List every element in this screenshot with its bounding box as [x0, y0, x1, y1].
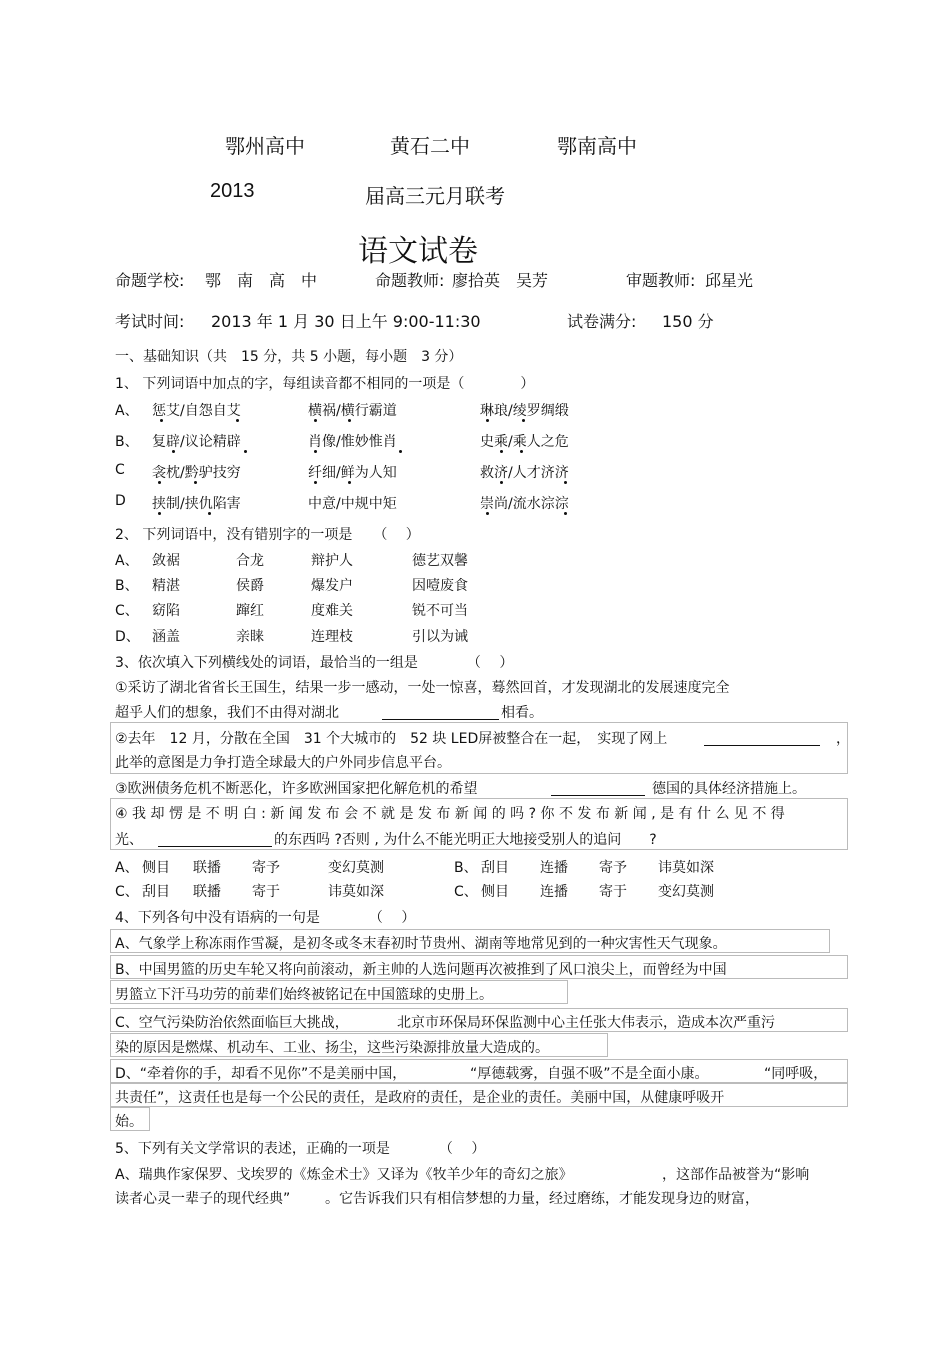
q4-option-d-line1a: D、“牵着你的手，却看不见你”不是美丽中国， — [115, 1066, 407, 1082]
exam-year: 2013 — [210, 180, 255, 202]
q4-option-d-line1b: “厚德载雾，自强不吸”不是全面小康。 — [470, 1066, 709, 1082]
q3-sentence-1-line2: 超乎人们的想象，我们不由得对湖北 — [115, 705, 339, 721]
q2-option-a-label: A、 — [115, 553, 139, 569]
q4-option-c-line2: 染的原因是燃煤、机动车、工业、扬尘，这些污染源排放量大造成的。 — [115, 1040, 549, 1056]
q4-option-a: A、气象学上称冻雨作雪凝，是初冬或冬末春初时节贵州、湖南等地常见到的一种灾害性天气现象。 — [115, 936, 727, 952]
teacher-value: 廖拾英 吴芳 — [452, 271, 549, 290]
q3-option-c-word1: 刮目 — [142, 884, 170, 900]
q4-option-b-line2: 男篮立下汗马功劳的前辈们始终被铭记在中国篮球的史册上。 — [115, 987, 493, 1003]
fill-blank-2 — [704, 744, 820, 746]
q3-sentence-3: ③欧洲债务危机不断恶化，许多欧洲国家把化解危机的希望 — [115, 781, 478, 797]
q4-option-b-line1: B、中国男篮的历史车轮又将向前滚动，新主帅的人选问题再次被推到了风口浪尖上，而曾经为中国 — [115, 962, 727, 978]
q4-option-d-line1c: “同呼吸， — [764, 1066, 828, 1082]
q4-option-c-line1a: C、空气污染防治依然面临巨大挑战， — [115, 1015, 349, 1031]
q3-option-d-label: C、 — [454, 884, 478, 900]
q2-option-b-word3: 爆发户 — [311, 578, 353, 594]
q5-option-a-line2a: 读者心灵一辈子的现代经典” — [115, 1191, 291, 1207]
q3-option-d-word1: 侧目 — [481, 884, 509, 900]
emphasis-dot — [564, 512, 567, 515]
q2-option-c-word2: 蹿红 — [236, 603, 264, 619]
q2-option-a-word1: 敛裾 — [152, 553, 180, 569]
q1-option-d-col3: 崇尚/流水淙淙 — [480, 496, 569, 512]
q3-sentence-4-end: 的东西吗 ?否则 , 为什么不能光明正大地接受别人的追问 ? — [274, 832, 657, 848]
q3-option-d-word3: 寄于 — [599, 884, 627, 900]
q3-sentence-2-line1: ②去年 12 月，分散在全国 31 个大城市的 52 块 LED屏被整合在一起， 实现了网上 — [115, 731, 668, 747]
emphasis-dot — [399, 450, 402, 453]
q2-option-b-word1: 精湛 — [152, 578, 180, 594]
q2-option-d-label: D、 — [115, 629, 140, 645]
emphasis-dot — [348, 481, 351, 484]
school-value: 鄂 南 高 中 — [205, 271, 318, 290]
emphasis-dot — [520, 450, 523, 453]
emphasis-dot — [194, 481, 197, 484]
score-value: 150 分 — [662, 312, 714, 331]
question-4-stem: 4、下列各句中没有语病的一句是 （ ） — [115, 910, 416, 926]
emphasis-dot — [244, 450, 247, 453]
q1-option-d-col1: 挟制/挟仇陷害 — [152, 496, 241, 512]
teacher-label: 命题教师: — [375, 271, 445, 290]
emphasis-dot — [314, 481, 317, 484]
q1-option-b-label: B、 — [115, 434, 139, 450]
emphasis-dot — [314, 419, 317, 422]
exam-name: 届高三元月联考 — [365, 184, 505, 208]
q3-option-c-label: C、 — [115, 884, 139, 900]
q2-option-d-word2: 亲睐 — [236, 629, 264, 645]
q1-option-b-col2: 肖像/惟妙惟肖 — [308, 434, 397, 450]
q1-option-a-label: A、 — [115, 403, 139, 419]
emphasis-dot — [208, 512, 211, 515]
reviewer-value: 邱星光 — [705, 271, 754, 290]
q3-sentence-2-line2: 此举的意图是力争打造全球最大的户外同步信息平台。 — [115, 755, 451, 771]
q5-option-a-line2b: 。它告诉我们只有相信梦想的力量，经过磨练，才能发现身边的财富， — [325, 1191, 759, 1207]
q2-option-a-word4: 德艺双馨 — [412, 553, 468, 569]
emphasis-dot — [172, 450, 175, 453]
q5-option-a-line1b: ，这部作品被誉为“影响 — [662, 1167, 810, 1183]
q2-option-d-word3: 连理枝 — [311, 629, 353, 645]
q3-sentence-1-end: 相看。 — [501, 705, 543, 721]
q3-option-a-word2: 联播 — [193, 860, 221, 876]
q1-option-d-col2: 中意/中规中矩 — [308, 496, 397, 512]
time-label: 考试时间: — [115, 312, 185, 331]
question-5-stem: 5、下列有关文学常识的表述，正确的一项是 （ ） — [115, 1141, 486, 1157]
q1-option-c-col2: 纤细/鲜为人知 — [308, 465, 397, 481]
school-label: 命题学校: — [115, 271, 185, 290]
q3-option-a-word3: 寄予 — [252, 860, 280, 876]
q3-option-a-word1: 侧目 — [142, 860, 170, 876]
q1-option-b-col3: 史乘/乘人之危 — [480, 434, 569, 450]
q1-option-c-col1: 衾枕/黔驴技穷 — [152, 465, 241, 481]
q3-option-c-word3: 寄于 — [252, 884, 280, 900]
q3-sentence-4-line1: ④ 我 却 愣 是 不 明 白 : 新 闻 发 布 会 不 就 是 发 布 新 闻 的 吗 ? 你 不 发 布 新 闻 , 是 有 什 么 见 不 得 — [115, 806, 785, 822]
fill-blank-4 — [158, 845, 272, 847]
q1-option-b-col1: 复辟/议论精辟 — [152, 434, 241, 450]
page-title: 语文试卷 — [358, 234, 478, 269]
emphasis-dot — [500, 450, 503, 453]
question-3-stem: 3、依次填入下列横线处的词语，最恰当的一组是 （ ） — [115, 655, 514, 671]
question-2-stem: 2、 下列词语中，没有错别字的一项是 （ ） — [115, 527, 420, 543]
emphasis-dot — [236, 419, 239, 422]
q1-option-d-label: D — [115, 493, 126, 509]
school-name-3: 鄂南高中 — [557, 134, 637, 158]
q4-option-d-line3: 始。 — [115, 1114, 143, 1130]
emphasis-dot — [564, 481, 567, 484]
q2-option-c-word3: 度难关 — [311, 603, 353, 619]
question-1-stem: 1、 下列词语中加点的字，每组读音都不相同的一项是（ ） — [115, 376, 535, 392]
section-heading: 一、基础知识（共 15 分，共 5 小题，每小题 3 分） — [115, 349, 463, 365]
fill-blank-1 — [382, 718, 499, 720]
emphasis-dot — [522, 419, 525, 422]
q3-option-b-word2: 连播 — [540, 860, 568, 876]
q3-option-b-word3: 寄予 — [599, 860, 627, 876]
q3-sentence-4-start: 光、 — [115, 832, 143, 848]
school-name-2: 黄石二中 — [390, 134, 470, 158]
q2-option-b-word2: 侯爵 — [236, 578, 264, 594]
q3-option-b-label: B、 — [454, 860, 478, 876]
q3-sentence-3-end: 德国的具体经济措施上。 — [652, 781, 806, 797]
emphasis-dot — [158, 481, 161, 484]
q1-option-c-label: C — [115, 462, 125, 478]
q2-option-c-word1: 窈陷 — [152, 603, 180, 619]
q3-option-d-word4: 变幻莫测 — [658, 884, 714, 900]
q1-option-a-col3: 琳琅/绫罗绸缎 — [480, 403, 569, 419]
q2-option-c-word4: 锐不可当 — [412, 603, 468, 619]
q3-option-b-word4: 讳莫如深 — [658, 860, 714, 876]
emphasis-dot — [500, 481, 503, 484]
q3-option-b-word1: 刮目 — [481, 860, 509, 876]
emphasis-dot — [160, 419, 163, 422]
q1-option-a-col1: 惩艾/自怨自艾 — [152, 403, 241, 419]
q2-option-a-word3: 辩护人 — [311, 553, 353, 569]
q1-option-c-col3: 救济/人才济济 — [480, 465, 569, 481]
emphasis-dot — [314, 450, 317, 453]
q4-option-c-line1b: 北京市环保局环保监测中心主任张大伟表示，造成本次严重污 — [397, 1015, 775, 1031]
school-name-1: 鄂州高中 — [225, 134, 305, 158]
q2-option-d-word4: 引以为诫 — [412, 629, 468, 645]
q2-option-b-word4: 因噎废食 — [412, 578, 468, 594]
emphasis-dot — [158, 512, 161, 515]
fill-blank-3 — [551, 794, 645, 796]
q2-option-c-label: C、 — [115, 603, 139, 619]
q4-option-d-line2: 共责任”，这责任也是每一个公民的责任，是政府的责任，是企业的责任。美丽中国，从健康呼吸开 — [115, 1090, 725, 1106]
q1-option-a-col2: 横祸/横行霸道 — [308, 403, 397, 419]
q2-option-a-word2: 合龙 — [236, 553, 264, 569]
q3-option-a-word4: 变幻莫测 — [328, 860, 384, 876]
emphasis-dot — [486, 419, 489, 422]
emphasis-dot — [348, 419, 351, 422]
time-value: 2013 年 1 月 30 日上午 9:00-11:30 — [211, 312, 481, 331]
q3-option-d-word2: 连播 — [540, 884, 568, 900]
q3-option-a-label: A、 — [115, 860, 139, 876]
q3-sentence-1-line1: ①采访了湖北省省长王国生，结果一步一感动，一处一惊喜，蓦然回首，才发现湖北的发展速度完全 — [115, 680, 730, 696]
q3-option-c-word4: 讳莫如深 — [328, 884, 384, 900]
q3-option-c-word2: 联播 — [193, 884, 221, 900]
emphasis-dot — [486, 512, 489, 515]
q2-option-d-word1: 涵盖 — [152, 629, 180, 645]
score-label: 试卷满分: — [567, 312, 637, 331]
q5-option-a-line1a: A、瑞典作家保罗、戈埃罗的《炼金术士》又译为《牧羊少年的奇幻之旅》 — [115, 1167, 573, 1183]
reviewer-label: 审题教师: — [626, 271, 696, 290]
q2-option-b-label: B、 — [115, 578, 139, 594]
q3-sentence-2-comma: ， — [836, 731, 850, 747]
